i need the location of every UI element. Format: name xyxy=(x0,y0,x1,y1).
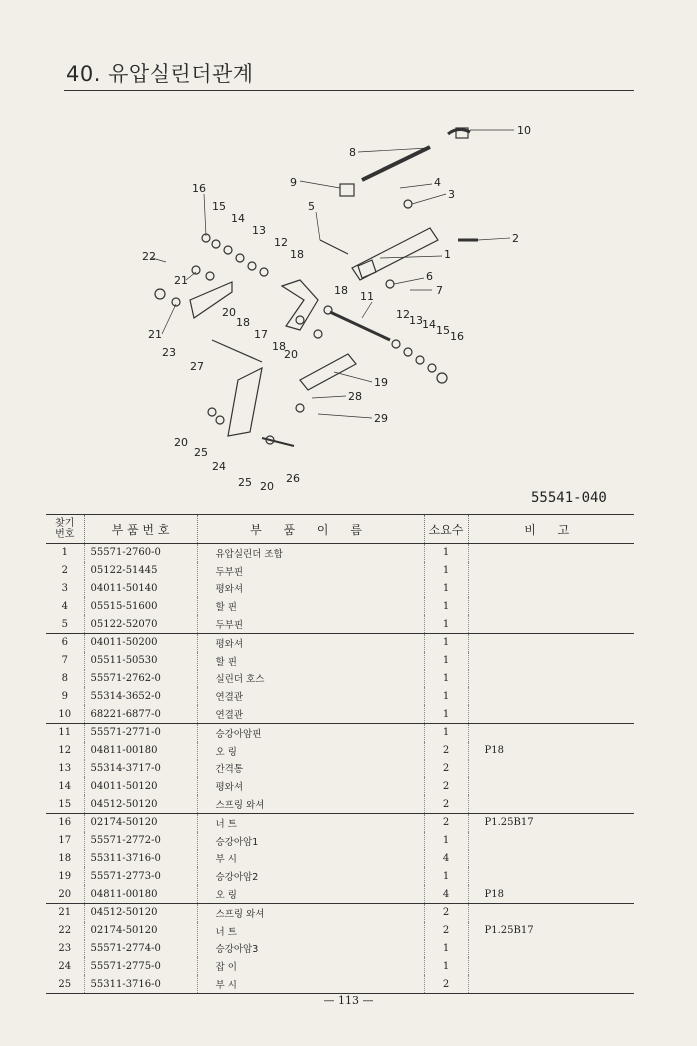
callout-8: 8 xyxy=(349,146,356,159)
remarks-cell xyxy=(468,597,634,615)
drawing-number: 55541-040 xyxy=(531,490,607,506)
callout-29: 29 xyxy=(374,412,388,425)
table-row xyxy=(46,777,634,795)
part-name-cell: 승강아암2 xyxy=(197,867,424,885)
remarks-cell xyxy=(468,940,634,958)
callout-3: 3 xyxy=(448,188,455,201)
part-number-cell: 55571-2762-0 xyxy=(84,670,197,688)
part-name-cell: 스프링 와셔 xyxy=(197,795,424,813)
part-name-cell: 너 트 xyxy=(197,922,424,940)
callout-4: 4 xyxy=(434,176,441,189)
callout-5: 5 xyxy=(308,200,315,213)
callout-27: 27 xyxy=(190,360,204,373)
table-row xyxy=(46,544,634,562)
quantity-cell: 2 xyxy=(424,975,468,993)
callout-15-right: 15 xyxy=(436,324,450,337)
callout-23: 23 xyxy=(162,346,176,359)
remarks-cell xyxy=(468,760,634,778)
part-number-cell: 04811-00180 xyxy=(84,742,197,760)
part-name-cell: 평와셔 xyxy=(197,633,424,651)
quantity-cell: 1 xyxy=(424,652,468,670)
part-number-cell: 55311-3716-0 xyxy=(84,975,197,993)
callout-18-mid: 18 xyxy=(334,284,348,297)
quantity-cell: 2 xyxy=(424,795,468,813)
callout-14-right: 14 xyxy=(422,318,436,331)
callout-13-right: 13 xyxy=(409,314,423,327)
part-name-cell: 승강아암3 xyxy=(197,940,424,958)
callout-16: 16 xyxy=(192,182,206,195)
part-number-cell: 55571-2772-0 xyxy=(84,832,197,850)
callout-24: 24 xyxy=(212,460,226,473)
remarks-cell: P18 xyxy=(468,885,634,903)
quantity-cell: 1 xyxy=(424,633,468,651)
quantity-cell: 1 xyxy=(424,544,468,562)
table-row xyxy=(46,903,634,921)
table-row xyxy=(46,760,634,778)
ref-no-cell: 14 xyxy=(58,780,72,792)
quantity-cell: 2 xyxy=(424,813,468,831)
remarks-cell: P1.25B17 xyxy=(468,813,634,831)
part-name-cell: 승강아암핀 xyxy=(197,723,424,741)
quantity-cell: 1 xyxy=(424,867,468,885)
page-title: 40. 유압실린더관계 xyxy=(66,62,254,86)
ref-no-cell: 22 xyxy=(58,925,72,937)
part-number-cell: 68221-6877-0 xyxy=(84,705,197,723)
part-number-cell: 04512-50120 xyxy=(84,903,197,921)
ref-no-cell: 19 xyxy=(58,870,72,882)
remarks-cell xyxy=(468,850,634,868)
callout-11: 11 xyxy=(360,290,374,303)
part-number-cell: 05511-50530 xyxy=(84,652,197,670)
callout-21-upper: 21 xyxy=(174,274,188,287)
part-number-cell: 05122-52070 xyxy=(84,615,197,633)
remarks-cell: P1.25B17 xyxy=(468,922,634,940)
part-name-cell: 할 핀 xyxy=(197,597,424,615)
callout-9: 9 xyxy=(290,176,297,189)
remarks-cell xyxy=(468,670,634,688)
table-row xyxy=(46,742,634,760)
table-row xyxy=(46,580,634,598)
table-row xyxy=(46,940,634,958)
callout-1: 1 xyxy=(444,248,451,261)
part-number-cell: 55311-3716-0 xyxy=(84,850,197,868)
part-name-cell: 평와셔 xyxy=(197,580,424,598)
part-number-cell: 04011-50140 xyxy=(84,580,197,598)
ref-no-cell: 25 xyxy=(46,975,84,993)
callout-26: 26 xyxy=(286,472,300,485)
header-remarks: 비 고 xyxy=(468,515,634,544)
part-name-cell: 오 링 xyxy=(197,742,424,760)
ref-no-cell: 24 xyxy=(58,960,72,972)
callout-7: 7 xyxy=(436,284,443,297)
table-row xyxy=(46,867,634,885)
table-row xyxy=(46,957,634,975)
table-row xyxy=(46,652,634,670)
part-name-cell: 스프링 와셔 xyxy=(197,903,424,921)
remarks-cell xyxy=(468,544,634,562)
parts-table-body xyxy=(46,544,634,994)
ref-no-cell: 16 xyxy=(46,813,84,831)
part-number-cell: 55314-3717-0 xyxy=(84,760,197,778)
part-number-cell: 55571-2774-0 xyxy=(84,940,197,958)
part-number-cell: 05122-51445 xyxy=(84,562,197,580)
callout-18-left: 18 xyxy=(236,316,250,329)
part-name-cell: 두부핀 xyxy=(197,562,424,580)
ref-no-cell: 17 xyxy=(58,835,72,847)
ref-no-cell: 15 xyxy=(58,798,72,810)
quantity-cell: 1 xyxy=(424,832,468,850)
part-number-cell: 55571-2760-0 xyxy=(84,544,197,562)
part-name-cell: 승강아암1 xyxy=(197,832,424,850)
quantity-cell: 1 xyxy=(424,580,468,598)
remarks-cell xyxy=(468,580,634,598)
callout-14: 14 xyxy=(231,212,245,225)
callout-20-mid: 20 xyxy=(284,348,298,361)
ref-no-cell: 9 xyxy=(61,690,68,702)
table-row xyxy=(46,670,634,688)
part-name-cell: 부 시 xyxy=(197,850,424,868)
part-name-cell: 연결관 xyxy=(197,705,424,723)
ref-no-cell: 21 xyxy=(46,903,84,921)
table-row xyxy=(46,975,634,993)
part-number-cell: 04512-50120 xyxy=(84,795,197,813)
parts-table xyxy=(46,514,634,994)
ref-no-cell: 10 xyxy=(58,708,72,720)
ref-no-cell: 4 xyxy=(61,600,68,612)
table-row xyxy=(46,705,634,723)
table-row xyxy=(46,885,634,903)
quantity-cell: 2 xyxy=(424,903,468,921)
ref-no-cell: 18 xyxy=(58,852,72,864)
table-row xyxy=(46,795,634,813)
remarks-cell xyxy=(468,633,634,651)
ref-no-cell: 11 xyxy=(46,723,84,741)
callout-25-lower: 25 xyxy=(238,476,252,489)
ref-no-cell: 2 xyxy=(61,565,68,577)
table-row xyxy=(46,597,634,615)
table-row xyxy=(46,687,634,705)
part-name-cell: 잡 이 xyxy=(197,957,424,975)
table-row xyxy=(46,562,634,580)
remarks-cell xyxy=(468,867,634,885)
part-number-cell: 55571-2775-0 xyxy=(84,957,197,975)
quantity-cell: 1 xyxy=(424,597,468,615)
ref-no-cell: 1 xyxy=(61,547,68,559)
remarks-cell xyxy=(468,705,634,723)
ref-no-cell: 12 xyxy=(58,745,72,757)
quantity-cell: 1 xyxy=(424,705,468,723)
quantity-cell: 1 xyxy=(424,723,468,741)
ref-no-cell: 7 xyxy=(61,655,68,667)
callout-21-lower: 21 xyxy=(148,328,162,341)
part-number-cell: 02174-50120 xyxy=(84,813,197,831)
quantity-cell: 2 xyxy=(424,760,468,778)
part-name-cell: 오 링 xyxy=(197,885,424,903)
part-name-cell: 간격통 xyxy=(197,760,424,778)
callout-12-right: 12 xyxy=(396,308,410,321)
part-name-cell: 연결관 xyxy=(197,687,424,705)
part-name-cell: 유압실린더 조합 xyxy=(197,544,424,562)
table-row xyxy=(46,615,634,633)
quantity-cell: 4 xyxy=(424,850,468,868)
part-name-cell: 너 트 xyxy=(197,813,424,831)
ref-no-cell: 23 xyxy=(58,942,72,954)
callout-13: 13 xyxy=(252,224,266,237)
part-number-cell: 55571-2773-0 xyxy=(84,867,197,885)
callout-12: 12 xyxy=(274,236,288,249)
part-name-cell: 할 핀 xyxy=(197,652,424,670)
quantity-cell: 4 xyxy=(424,885,468,903)
part-name-cell: 두부핀 xyxy=(197,615,424,633)
header-quantity: 소요수 xyxy=(424,515,468,544)
quantity-cell: 2 xyxy=(424,922,468,940)
remarks-cell xyxy=(468,903,634,921)
callout-18-top: 18 xyxy=(290,248,304,261)
part-number-cell: 55314-3652-0 xyxy=(84,687,197,705)
quantity-cell: 1 xyxy=(424,687,468,705)
callout-2: 2 xyxy=(512,232,519,245)
callout-20-lower: 20 xyxy=(174,436,188,449)
ref-no-cell: 3 xyxy=(61,582,68,594)
header-part-number: 부 품 번 호 xyxy=(84,515,197,544)
remarks-cell xyxy=(468,777,634,795)
remarks-cell: P18 xyxy=(468,742,634,760)
table-row xyxy=(46,723,634,741)
remarks-cell xyxy=(468,615,634,633)
part-name-cell: 부 시 xyxy=(197,975,424,993)
callout-25-upper: 25 xyxy=(194,446,208,459)
callout-22: 22 xyxy=(142,250,156,263)
title-divider xyxy=(64,90,634,91)
part-number-cell: 04811-00180 xyxy=(84,885,197,903)
table-header-row xyxy=(46,515,634,544)
quantity-cell: 1 xyxy=(424,562,468,580)
callout-28: 28 xyxy=(348,390,362,403)
remarks-cell xyxy=(468,957,634,975)
part-name-cell: 실린더 호스 xyxy=(197,670,424,688)
quantity-cell: 1 xyxy=(424,957,468,975)
remarks-cell xyxy=(468,975,634,993)
remarks-cell xyxy=(468,832,634,850)
ref-no-cell: 6 xyxy=(46,633,84,651)
part-number-cell: 04011-50120 xyxy=(84,777,197,795)
callout-20-upper: 20 xyxy=(222,306,236,319)
callout-19: 19 xyxy=(374,376,388,389)
header-ref-no: 찾기 번호 xyxy=(46,515,84,544)
callout-17: 17 xyxy=(254,328,268,341)
quantity-cell: 1 xyxy=(424,940,468,958)
callout-10: 10 xyxy=(517,124,531,137)
quantity-cell: 1 xyxy=(424,670,468,688)
callout-16-right: 16 xyxy=(450,330,464,343)
table-row xyxy=(46,832,634,850)
part-number-cell: 02174-50120 xyxy=(84,922,197,940)
part-number-cell: 55571-2771-0 xyxy=(84,723,197,741)
remarks-cell xyxy=(468,652,634,670)
part-name-cell: 평와셔 xyxy=(197,777,424,795)
callout-18-lower: 18 xyxy=(272,340,286,353)
part-number-cell: 05515-51600 xyxy=(84,597,197,615)
callout-20-bottom: 20 xyxy=(260,480,274,490)
ref-no-cell: 8 xyxy=(61,672,68,684)
callout-15: 15 xyxy=(212,200,226,213)
remarks-cell xyxy=(468,687,634,705)
remarks-cell xyxy=(468,562,634,580)
ref-no-cell: 20 xyxy=(58,888,72,900)
quantity-cell: 2 xyxy=(424,742,468,760)
ref-no-cell: 5 xyxy=(61,618,68,630)
table-row xyxy=(46,813,634,831)
remarks-cell xyxy=(468,795,634,813)
quantity-cell: 1 xyxy=(424,615,468,633)
ref-no-cell: 13 xyxy=(58,762,72,774)
remarks-cell xyxy=(468,723,634,741)
quantity-cell: 2 xyxy=(424,777,468,795)
header-part-name: 부 품 이 름 xyxy=(197,515,424,544)
exploded-parts-diagram xyxy=(140,115,540,490)
table-row xyxy=(46,922,634,940)
part-number-cell: 04011-50200 xyxy=(84,633,197,651)
table-row xyxy=(46,633,634,651)
page-number: — 113 — xyxy=(323,994,374,1007)
table-row xyxy=(46,850,634,868)
callout-6: 6 xyxy=(426,270,433,283)
